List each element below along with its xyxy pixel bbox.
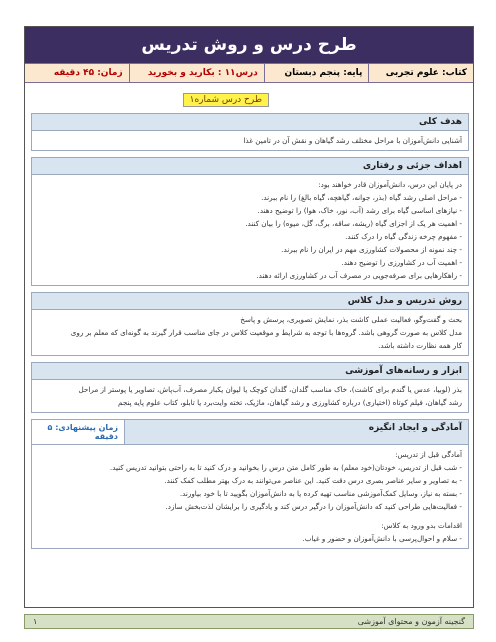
section-line: - سلام و احوال‌پرسی با دانش‌آموزان و حضور و غیاب. [302,534,462,543]
section-line: - چند نمونه از محصولات کشاورزی مهم در ایران را نام ببرند. [281,245,462,254]
section-line: رشد گیاهان، فیلم کوتاه (اختیاری) درباره کشاورزی و رشد گیاهان، ماژیک، تخته وایت‌برد یا تابلو، کتاب علوم پایه پنجم [118,398,462,407]
section-heading: اهداف جزئی و رفتاری [32,158,468,175]
info-bar [25,63,473,83]
section-heading: روش تدریس و مدل کلاس [32,293,468,310]
lesson-cell [129,64,264,82]
section-preparation [31,419,469,549]
section-tools [31,362,469,413]
section-body [32,131,468,150]
section-heading: آمادگی و ایجاد انگیزه [125,420,468,445]
section-line: - مفهوم چرخه زندگی گیاه را درک کنند. [345,232,462,241]
section-line: آشنایی دانش‌آموزان با مراحل مختلف رشد گیاهان و نقش آن در تامین غذا [243,136,462,145]
section-line: - نیازهای اساسی گیاه برای رشد (آب، نور، خاک، هوا) را توضیح دهند. [257,206,462,215]
content [31,87,469,549]
section-line: - اهمیت هر یک از اجزای گیاه (ریشه، ساقه، برگ، گل، میوه) را بیان کنند. [245,219,462,228]
section-body [32,310,468,355]
section-line: - بسته به نیاز، وسایل کمک‌آموزشی مناسب تهیه کرده یا به دانش‌آموزان بگویید تا با خود بیاورند. [179,489,462,498]
section-general-goal [31,113,469,151]
time-label: زمان: ۴۵ دقیقه [53,68,123,78]
section-line: - راهکارهایی برای صرفه‌جویی در مصرف آب در کشاورزی ارائه دهند. [256,271,462,280]
page-footer [24,614,474,629]
section-line: - به تصاویر و سایر عناصر بصری درس دقت کنید. این عناصر می‌توانند به درک بهتر مطلب کمک کنند. [164,476,462,485]
section-line: اقدامات بدو ورود به کلاس: [381,521,462,530]
section-objectives [31,157,469,286]
section-line: در پایان این درس، دانش‌آموزان قادر خواهند بود: [318,180,462,189]
grade-cell [264,64,369,82]
section-line: - مراحل اصلی رشد گیاه (بذر، جوانه، گیاهچه، گیاه بالغ) را نام ببرند. [261,193,462,202]
section-heading: هدف کلی [32,114,468,131]
footer-label: گنجینه آزمون و محتوای آموزشی [357,617,465,626]
section-line: آمادگی قبل از تدریس: [395,450,462,459]
section-body [32,445,468,548]
plan-title: طرح درس شماره۱ [183,93,269,107]
section-body [32,175,468,285]
page-number: ۱ [33,617,38,626]
section-teaching-method [31,292,469,356]
suggested-time: زمان پیشنهادی: ۵ دقیقه [32,420,125,445]
section-body [32,380,468,412]
section-line: کار همه نظارت داشته باشد. [378,341,462,350]
page-header [25,27,473,63]
book-cell [368,64,473,82]
lesson-plan-page [24,26,474,608]
section-line: بحث و گفت‌وگو، فعالیت عملی کاشت بذر، نمایش تصویری، پرسش و پاسخ [240,315,462,324]
section-line: - اهمیت آب در کشاورزی را توضیح دهند. [341,258,462,267]
plan-title-row [31,87,469,107]
time-cell [25,64,129,82]
section-line: - فعالیت‌هایی طراحی کنید که دانش‌آموزان را درگیر درس کند و یادگیری را برایشان لذت‌بخش سازد. [165,502,462,511]
section-heading-row [32,420,468,445]
page-title: طرح درس و روش تدریس [141,35,357,55]
section-line: - شب قبل از تدریس، خودتان(خود معلم) به طور کامل متن درس را بخوانید و درک کنید تا به راحتی بتوانید تدریس کنید. [109,463,462,472]
grade-label: پایه: پنجم دبستان [284,68,363,78]
book-label: کتاب: علوم تجربی [385,68,467,78]
section-line: بذر (لوبیا، عدس یا گندم برای کاشت)، خاک مناسب گلدان، گلدان کوچک یا لیوان یکبار مصرف، آب‌پاش، تصاویر یا پوستر از مراحل [78,385,462,394]
section-line: مدل کلاس به صورت گروهی باشد. گروه‌ها با توجه به شرایط و موقعیت کلاس در جای مناسب قرار گیرند به گونه‌ای که معلم بر روی [70,328,462,337]
section-heading: ابزار و رسانه‌های آموزشی [32,363,468,380]
lesson-label: درس۱۱ : بکارید و بخورید [147,68,258,78]
